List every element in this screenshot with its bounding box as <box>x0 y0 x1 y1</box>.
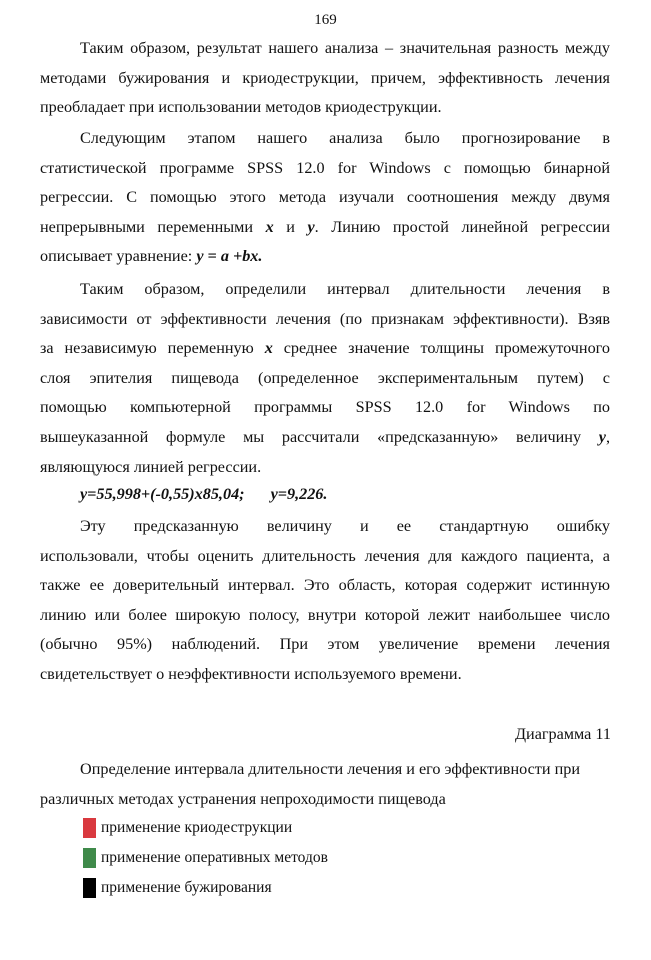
legend-swatch-cryodestruction <box>83 818 96 838</box>
legend-item-cryodestruction <box>83 813 328 843</box>
paragraph-3-line-7: являющуюся линией регрессии. <box>40 457 262 476</box>
legend-item-surgical <box>83 843 328 873</box>
diagram-title-line-1: Определение интервала длительности лечения и его эффективности при <box>80 760 581 778</box>
paragraph-1-line-1: Таким образом, результат нашего анализа – значительная разность между <box>80 39 610 57</box>
paragraph-3-line-5: помощью компьютерной программы SPSS 12.0 for Windows по <box>40 398 610 417</box>
variable-x: x <box>265 217 274 236</box>
diagram-legend <box>83 813 328 903</box>
regression-formula <box>80 485 327 504</box>
paragraph-4-line-4: линию или более широкую полосу, внутри которой лежит наибольшее число <box>40 605 610 624</box>
legend-label-bougienage: применение бужирования <box>101 879 272 896</box>
formula-part-2: y=9,226. <box>270 485 328 503</box>
paragraph-2-line-5: описывает уравнение: y = a +bx. <box>40 247 263 266</box>
diagram-title <box>40 755 610 814</box>
legend-label-surgical: применение оперативных методов <box>101 849 328 866</box>
formula-part-1: y=55,998+(-0,55)x85,04; <box>80 485 245 503</box>
paragraph-3 <box>40 275 610 482</box>
paragraph-4-line-6: свидетельствует о неэффективности используемого времени. <box>40 664 462 683</box>
paragraph-4-line-3: также ее доверительный интервал. Это область, которая содержит истинную <box>40 576 610 595</box>
paragraph-3-line-6: вышеуказанной формуле мы рассчитали «предсказанную» величину y, <box>40 427 610 446</box>
diagram-caption: Диаграмма 11 <box>514 725 611 743</box>
variable-y: y <box>598 427 606 446</box>
paragraph-3-line-4: слоя эпителия пищевода (определенное экспериментальным путем) с <box>40 368 610 387</box>
diagram-title-line-2: различных методах устранения непроходимости пищевода <box>40 789 446 808</box>
paragraph-4-line-2: использовали, чтобы оценить длительность лечения для каждого пациента, а <box>40 546 610 565</box>
paragraph-2-line-1: Следующим этапом нашего анализа было прогнозирование в <box>80 129 610 147</box>
paragraph-1-line-2: методами бужирования и криодеструкции, причем, эффективность лечения <box>40 68 610 87</box>
paragraph-4 <box>40 512 610 690</box>
page-number: 169 <box>314 12 337 28</box>
legend-label-cryodestruction: применение криодеструкции <box>101 819 293 836</box>
paragraph-4-line-5: (обычно 95%) наблюдений. При этом увеличение времени лечения <box>40 635 610 654</box>
paragraph-3-line-1: Таким образом, определили интервал длительности лечения в <box>80 280 610 298</box>
regression-equation: y = a +bx. <box>196 247 263 266</box>
variable-x: x <box>264 339 273 358</box>
paragraph-3-line-2: зависимости от эффективности лечения (по признакам эффективности). Взяв <box>40 309 610 328</box>
paragraph-2-line-3: регрессии. С помощью этого метода изучали соотношения между двумя <box>40 188 610 207</box>
paragraph-1-line-3: преобладает при использовании методов криодеструкции. <box>40 98 442 117</box>
paragraph-3-line-3: за независимую переменную x среднее значение толщины промежуточного <box>40 339 610 358</box>
legend-swatch-surgical <box>83 848 96 868</box>
paragraph-4-line-1: Эту предсказанную величину и ее стандартную ошибку <box>80 517 610 535</box>
legend-item-bougienage <box>83 873 328 903</box>
variable-y: y <box>307 217 315 236</box>
paragraph-1 <box>40 34 610 123</box>
legend-swatch-bougienage <box>83 878 96 898</box>
paragraph-2-line-2: статистической программе SPSS 12.0 for Windows с помощью бинарной <box>40 158 610 177</box>
paragraph-2-line-4: непрерывными переменными x и y. Линию простой линейной регрессии <box>40 217 610 236</box>
paragraph-2 <box>40 124 610 272</box>
